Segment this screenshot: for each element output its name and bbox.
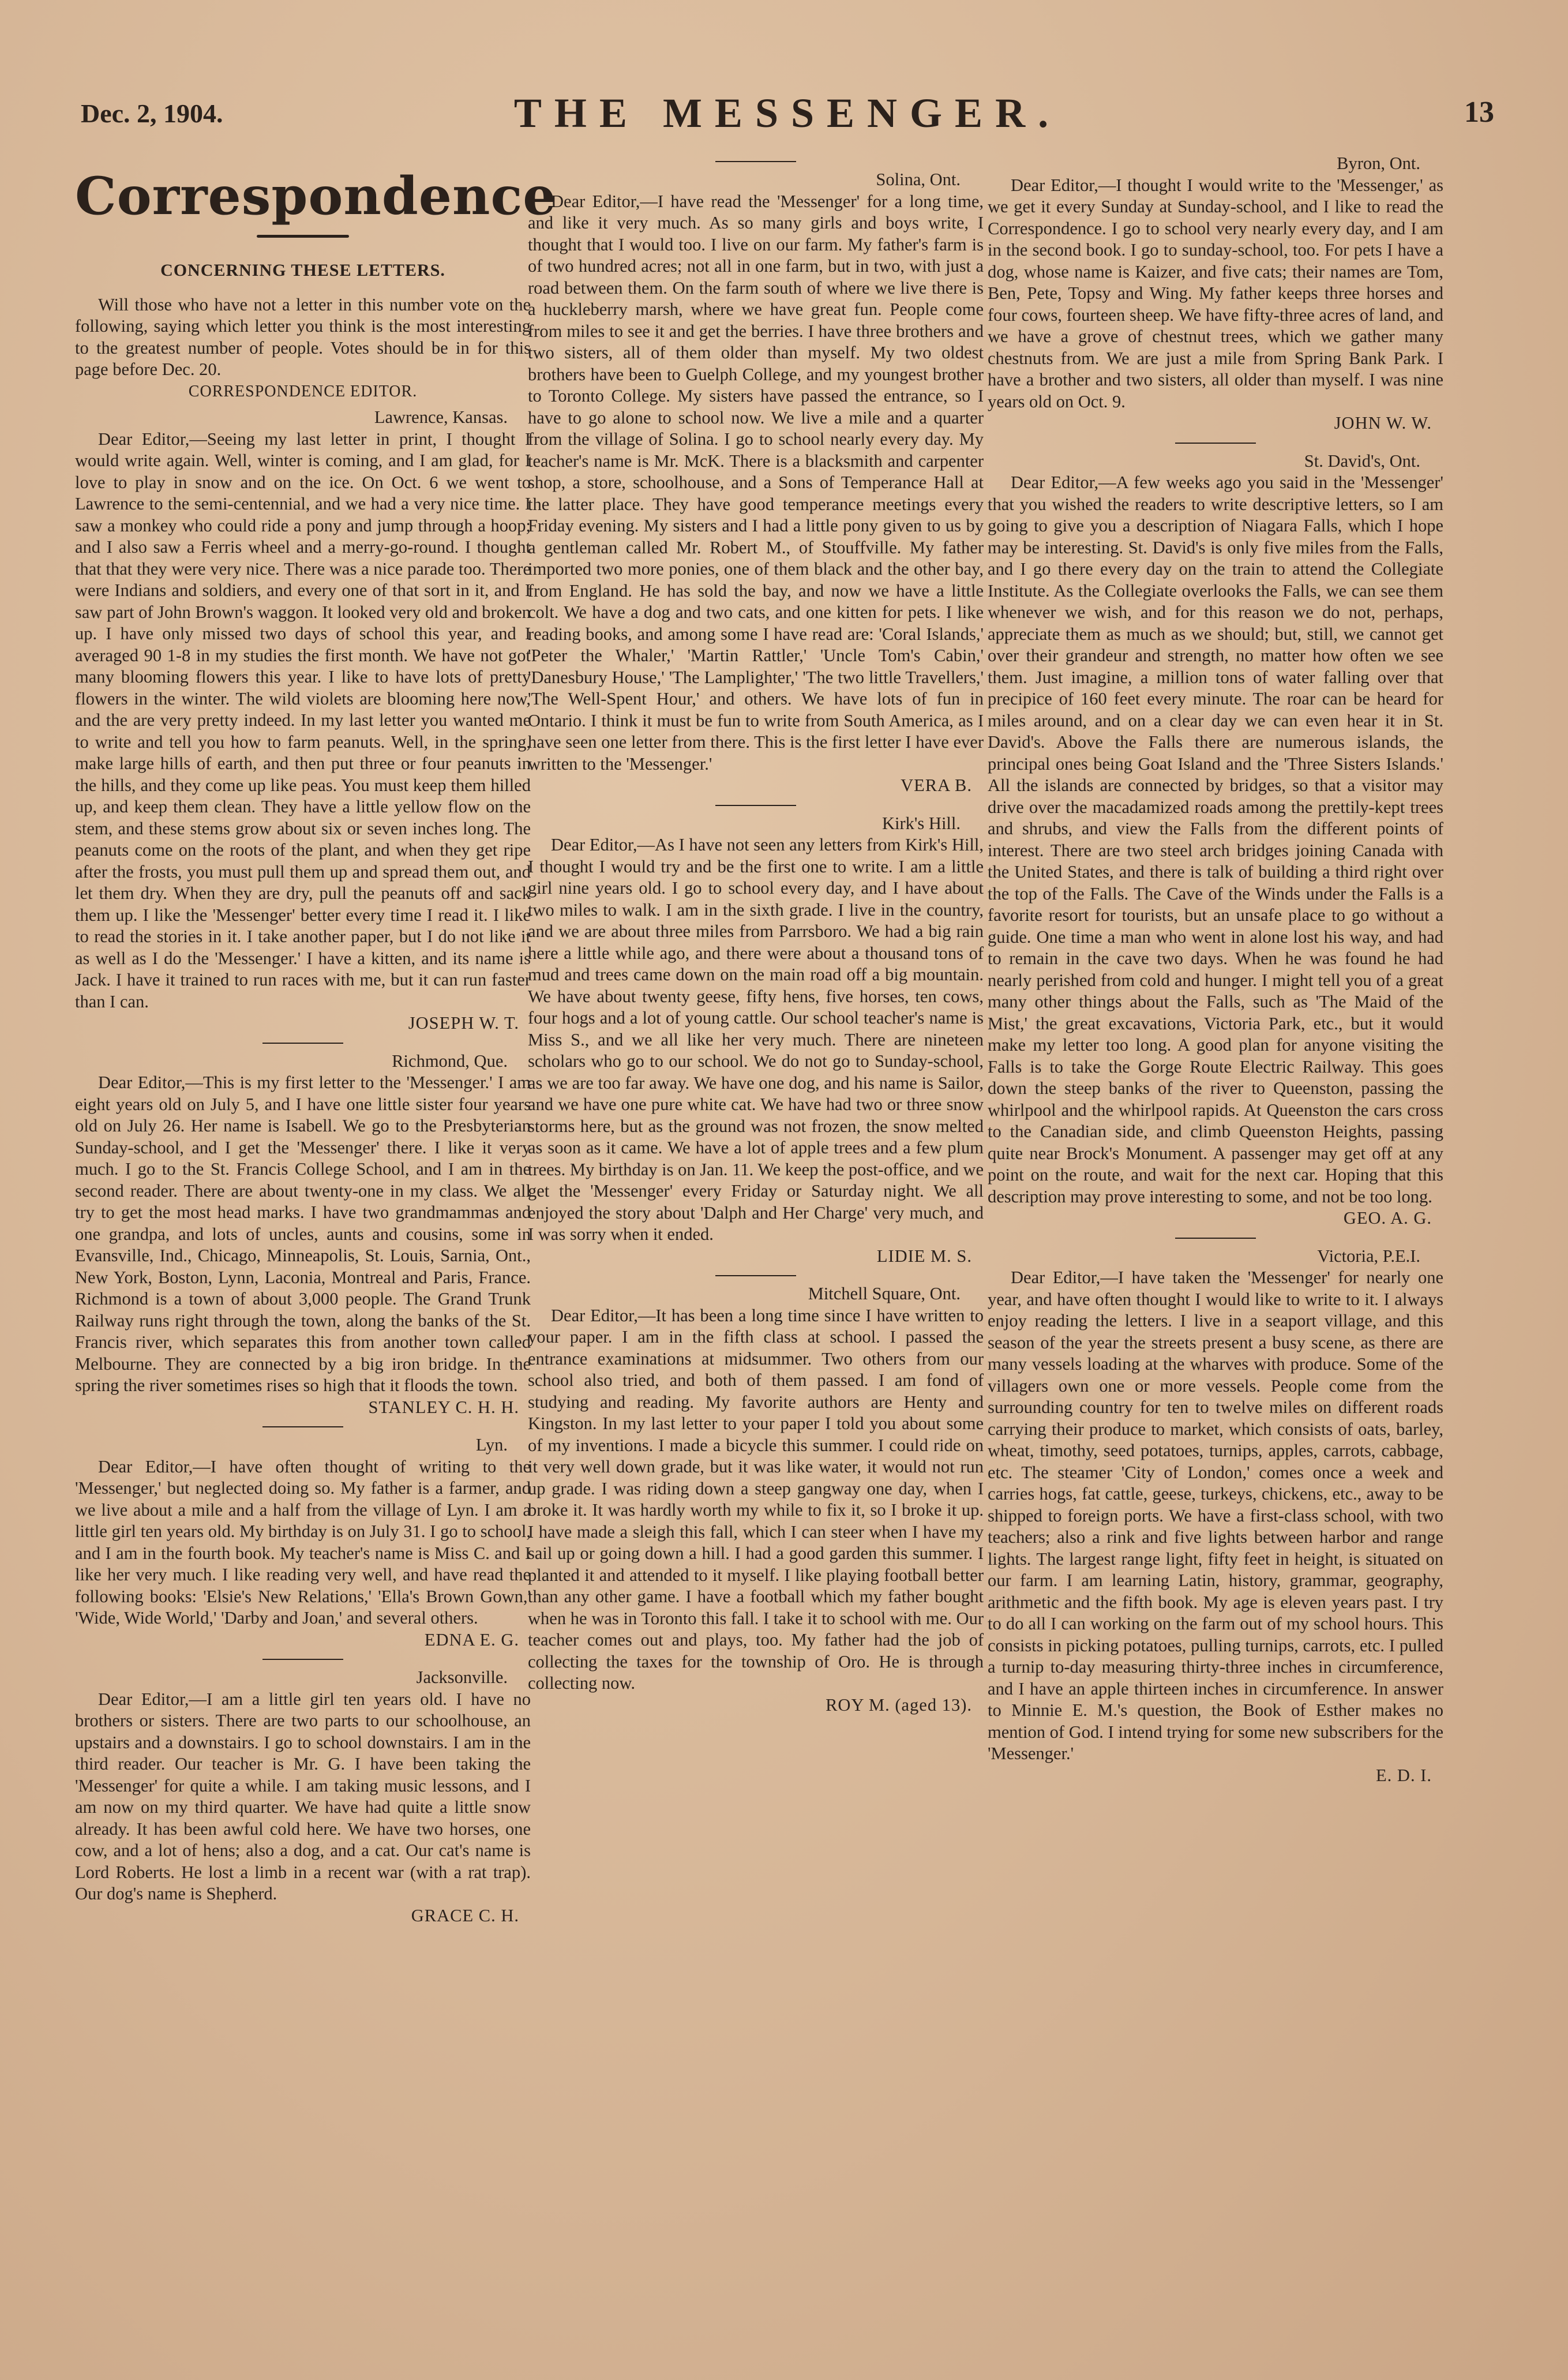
letter-signature: E. D. I.: [1376, 1765, 1432, 1785]
letter-body: Dear Editor,—I am a little girl ten years old. I have no brothers or sisters. There are two parts to our schoolhouse, an upstairs and a downstairs. I go to school downstairs. I am in the third reader. Our teacher is Mr. G. I have been taking the 'Messenger' for quite a while. I am taking music lessons, and I am now on my third quarter. We have had quite a little snow already. It has been awful cold here. We have two horses, one cow, and a lot of hens; also a dog, and a cat. Our cat's name is Lord Roberts. He lost a limb in a recent war (with a rat trap). Our dog's name is Shepherd.: [75, 1689, 531, 1903]
letter-divider: [262, 1659, 343, 1660]
letter-divider: [262, 1426, 343, 1427]
letter-byron: [988, 153, 1443, 434]
column-2: [528, 153, 984, 1716]
letter-divider: [262, 1043, 343, 1044]
letter-body: Dear Editor,—Seeing my last letter in print, I thought I would write again. Well, winter is coming, and I am glad, for I love to play in snow and on the ice. On Oct. 6 we went to Lawrence to the semi-centennial, and we had a very nice time. I saw a monkey who could ride a pony and jump through a hoop; and I also saw a Ferris wheel and a merry-go-round. I thought that that they were very nice. There was a nice parade too. There were Indians and soldiers, and every one of that sort in it, and I saw part of John Brown's waggon. It looked very old and broken up. I have only missed two days of school this year, and I averaged 90 1-8 in my studies the first month. We have not got many blooming flowers this year. I like to have lots of pretty flowers in the winter. The wild violets are blooming here now, and the are very pretty indeed. In my last letter you wanted me to write and tell you how to farm peanuts. Well, in the spring, make large hills of earth, and then put three or four peanuts in the hills, and they come up like peas. You must keep them hilled up, and keep them clean. They have a little yellow flow on the stem, and these stems grow about six or seven inches long. The peanuts come on the roots of the plant, and when they get ripe after the frosts, you must pull them up and spread them out, and let them dry. When they are dry, pull the peanuts off and sack them up. I like the 'Messenger' better every time I read it. I like to read the stories in it. I take another paper, but I do not like it as well as I do the 'Messenger.' I have a kitten, and its name is Jack. I have it trained to run races with me, but it can run faster than I can.: [75, 429, 531, 1011]
letter-place: Lawrence, Kansas.: [374, 407, 508, 427]
letter-signature: VERA B.: [901, 775, 972, 795]
letter-place: Richmond, Que.: [392, 1051, 508, 1071]
letter-body: Dear Editor,—I have read the 'Messenger' for a long time, and like it very much. As so many girls and boys write, I thought that I would too. I live on our farm. My father's farm is of two hundred acres; not all in one farm, but in two, with just a road between them. On the farm south of where we live there is a huckleberry marsh, where we have great fun. People come from miles to see it and get the berries. I have three brothers and two sisters, all of them older than myself. My two oldest brothers have been to Guelph College, and my youngest brother to Toronto College. My sisters have passed the entrance, so I have to go alone to school now. We live a mile and a quarter from the village of Solina. I go to school nearly every day. My teacher's name is Mr. McK. There is a blacksmith and carpenter shop, a store, schoolhouse, and a Sons of Temperance Hall at the latter place. They have good temperance meetings every Friday evening. My sisters and I had a little pony given to us by a gentleman called Mr. Robert M., of Stouffville. My father imported two more ponies, one of them black and the other bay, from England. He has sold the bay, and now we have a little colt. We have a dog and two cats, and one kitten for pets. I like reading books, and among some I have read are: 'Coral Islands,' 'Peter the Whaler,' 'Martin Rattler,' 'Uncle Tom's Cabin,' 'Danesbury House,' 'The Lamplighter,' 'The two little Travellers,' 'The Well-Spent Hour,' and others. We have lots of fun in Ontario. I think it must be fun to write from South America, as I have seen one letter from there. This is the first letter I have ever written to the 'Messenger.': [528, 191, 984, 774]
letter-lyn: [75, 1434, 531, 1651]
letter-place: Kirk's Hill.: [882, 813, 961, 833]
letter-body: Dear Editor,—I have often thought of writing to the 'Messenger,' but neglected doing so. My father is a farmer, and we live about a mile and a half from the village of Lyn. I am a little girl ten years old. My birthday is on July 31. I go to school, and I am in the fourth book. My teacher's name is Miss C. and I like her very much. I like reading very well, and have read the following books: 'Elsie's New Relations,' 'Ella's Brown Gown,' 'Wide, Wide World,' 'Darby and Joan,' and several others.: [75, 1456, 531, 1628]
letter-place: Byron, Ont.: [1337, 153, 1420, 173]
letter-signature: JOSEPH W. T.: [408, 1013, 519, 1033]
notice-heading: CONCERNING THESE LETTERS.: [160, 261, 445, 280]
letter-signature: GRACE C. H.: [411, 1905, 519, 1925]
letter-signature: LIDIE M. S.: [876, 1246, 972, 1266]
letter-place: St. David's, Ont.: [1304, 451, 1420, 471]
title-divider: [257, 235, 349, 238]
notice-signature: CORRESPONDENCE EDITOR.: [188, 382, 418, 400]
letter-place: Lyn.: [475, 1435, 508, 1455]
issue-date: Dec. 2, 1904.: [81, 99, 223, 128]
letter-body: Dear Editor,—As I have not seen any letters from Kirk's Hill, I thought I would try and be the first one to write. I am a little girl nine years old. I go to school every day, and I have about two miles to walk. I am in the sixth grade. I live in the country, and we are about three miles from Parrsboro. We had a big rain here a little while ago, and there were about a thousand tons of mud and trees came down on the main road off a big mountain. We have about twenty geese, fifty hens, five horses, ten cows, four hogs and a lot of young cattle. Our school teacher's name is Miss S., and we all like her very much. There are nineteen scholars who go to our school. We do not go to Sunday-school, as we are too far away. We have one dog, and his name is Sailor, and we have one pure white cat. We have had two or three snow storms here, but as the ground was not frozen, the snow melted as soon as it came. We have a lot of apple trees and a few plum trees. My birthday is on Jan. 11. We keep the post-office, and we get the 'Messenger' every Friday or Saturday night. We all enjoyed the story about 'Dalph and Her Charge' very much, and I was sorry when it ended.: [528, 835, 984, 1244]
letter-signature: EDNA E. G.: [424, 1629, 519, 1650]
letter-divider: [715, 805, 796, 806]
letter-body: Dear Editor,—It has been a long time since I have written to your paper. I am in the fifth class at school. I passed the entrance examinations at midsummer. Two others from our school also tried, and both of them passed. I am fond of studying and reading. My favorite authors are Henty and Kingston. In my last letter to your paper I told you about some of my inventions. I made a bicycle this summer. I could ride on it very well down grade, but it was like water, it would not run up grade. I was riding down a steep gangway one day, when I broke it. It was hardly worth my while to fix it, so I broke it up. I have made a sleigh this fall, which I can steer when I have my sail up or going down a hill. I had a good garden this summer. I planted it and attended to it myself. I like playing football better than any other game. I have a football which my father bought when he was in Toronto this fall. I take it to school with me. Our teacher comes out and plays, too. My father had the job of collecting the taxes for the township of Oro. He is through collecting now.: [528, 1305, 984, 1693]
section-title: Correspondence: [75, 166, 557, 227]
letter-place: Mitchell Square, Ont.: [808, 1284, 961, 1303]
letter-richmond: [75, 1051, 531, 1419]
letter-solina: [528, 169, 984, 797]
letter-st-davids: [988, 451, 1443, 1230]
letter-body: Dear Editor,—I thought I would write to the 'Messenger,' as we get it every Sunday at Sunday-school, and I like to read the Correspondence. I go to school very nearly every day, and I am in the second book. I go to sunday-school, too. For pets I have a dog, whose name is Kaizer, and five cats; their names are Tom, Ben, Pete, Topsy and Wing. My father keeps three horses and four cows, fourteen sheep. We have fifty-three acres of land, and we have a grove of chestnut trees, which we gather many chestnuts from. We are just a mile from Spring Bank Park. I have a brother and two sisters, all older than myself. I was nine years old on Oct. 9.: [988, 175, 1443, 411]
letter-jacksonville: [75, 1667, 531, 1927]
letter-signature: GEO. A. G.: [1343, 1208, 1432, 1228]
letter-divider: [715, 161, 796, 162]
letter-place: Victoria, P.E.I.: [1317, 1246, 1420, 1266]
column-1: [75, 153, 557, 1927]
letter-body: Dear Editor,—A few weeks ago you said in the 'Messenger' that you wished the readers to write descriptive letters, so I am going to give you a description of Niagara Falls, which I hope may be interesting. St. David's is only five miles from the Falls, and I go there every day on the train to attend the Collegiate Institute. As the Collegiate overlooks the Falls, we can see them whenever we wish, and for this reason we do not, perhaps, appreciate them as much as we should; but, still, we cannot get over their grandeur and strength, no matter how often we see them. Just imagine, a million tons of water falling over that precipice of 160 feet every minute. The roar can be heard for miles around, and on a clear day we can even hear it in St. David's. Above the Falls there are numerous islands, the principal ones being Goat Island and the 'Three Sisters Islands.' All the islands are connected by bridges, so that a visitor may drive over the macadamized roads among the prettily-kept trees and shrubs, and view the Falls from the different points of interest. There are two steel arch bridges joining Canada with the United States, and there is talk of building a third right over the top of the Falls. The Cave of the Winds under the Falls is a favorite resort for tourists, but an unsafe place to go without a guide. One time a man who went in alone lost his way, and had to remain in the cave two days. When he was found he had nearly perished from cold and hunger. I might tell you of a great many other things about the Falls, such as 'The Maid of the Mist,' the great excavations, Victoria Park, etc., but it would make my letter too long. A good plan for anyone visiting the Falls is to take the Gorge Route Electric Railway. This goes down the steep banks of the river to Queenston, passing the whirlpool and the whirlpool rapids. At Queenston the cars cross to the Canadian side, and climb Queenston Heights, passing quite near Brock's Monument. A passenger may get off at any point on the route, and wait for the next car. Hoping that this description may prove interesting to some, and not be too long.: [988, 473, 1443, 1206]
letter-divider: [715, 1275, 796, 1276]
column-3: [988, 153, 1443, 1786]
notice-body: Will those who have not a letter in this number vote on the following, saying which letter you think is the most interesting to the greatest number of people. Votes should be in for this page before Dec. 20.: [75, 294, 531, 379]
letter-kirks-hill: [528, 813, 984, 1268]
page-number: 13: [1464, 96, 1494, 129]
newspaper-title: THE MESSENGER.: [513, 90, 1061, 136]
letter-place: Solina, Ont.: [876, 170, 961, 189]
letter-signature: STANLEY C. H. H.: [368, 1397, 519, 1417]
letter-mitchell-square: [528, 1283, 984, 1716]
letter-signature: JOHN W. W.: [1334, 413, 1432, 433]
letter-body: Dear Editor,—This is my first letter to the 'Messenger.' I am eight years old on July 5, and I have one little sister four years old on July 26. Her name is Isabell. We go to the Presbyterian Sunday-school, and I get the 'Messenger' there. I like it very much. I go to the St. Francis College School, and I am in the second reader. There are about twenty-one in my class. We all try to get the most head marks. I have two grandmammas and one grandpa, and lots of uncles, aunts and cousins, some in Evansville, Ind., Chicago, Minneapolis, St. Louis, Sarnia, Ont., New York, Boston, Lynn, Laconia, Montreal and Paris, France. Richmond is a town of about 3,000 people. The Grand Trunk Railway runs right through the town, along the banks of the St. Francis river, which separates this from another town called Melbourne. They are connected by a big iron bridge. In the spring the river sometimes rises so high that it floods the town.: [75, 1073, 531, 1395]
letter-signature: ROY M. (aged 13).: [826, 1695, 972, 1715]
letter-divider: [1175, 1238, 1256, 1239]
letter-lawrence: [75, 407, 531, 1035]
masthead: [81, 87, 1494, 150]
letter-place: Jacksonville.: [416, 1667, 508, 1687]
letter-victoria: [988, 1246, 1443, 1787]
letter-body: Dear Editor,—I have taken the 'Messenger' for nearly one year, and have often thought I would like to write to it. I always enjoy reading the letters. I live in a seaport village, and this season of the year the streets present a busy scene, as there are many vessels loading at the wharves with produce. Some of the villagers own one or more vessels. People come from the surrounding country for ten to twelve miles on different roads carrying their produce to market, which consists of oats, barley, wheat, timothy, seed potatoes, turnips, apples, carrots, cabbage, etc. The steamer 'City of London,' comes once a week and carries hogs, fat cattle, geese, turkeys, chickens, etc., away to be shipped to foreign ports. We have a first-class school, with two teachers; also a rink and five lights between harbor and range lights. The largest range light, fifty feet in height, is situated on our farm. I am learning Latin, history, grammar, geography, arithmetic and the fifth book. My age is eleven years past. I try to do all I can working on the farm out of my school hours. This consists in picking potatoes, pulling turnips, carrots, etc. I pulled a turnip to-day measuring thirty-three inches in circumference, and I have an apple thirteen inches in circumference. In answer to Minnie E. M.'s question, the Book of Esther makes no mention of God. I intend trying for some new subscribers for the 'Messenger.': [988, 1268, 1443, 1763]
letter-divider: [1175, 443, 1256, 444]
